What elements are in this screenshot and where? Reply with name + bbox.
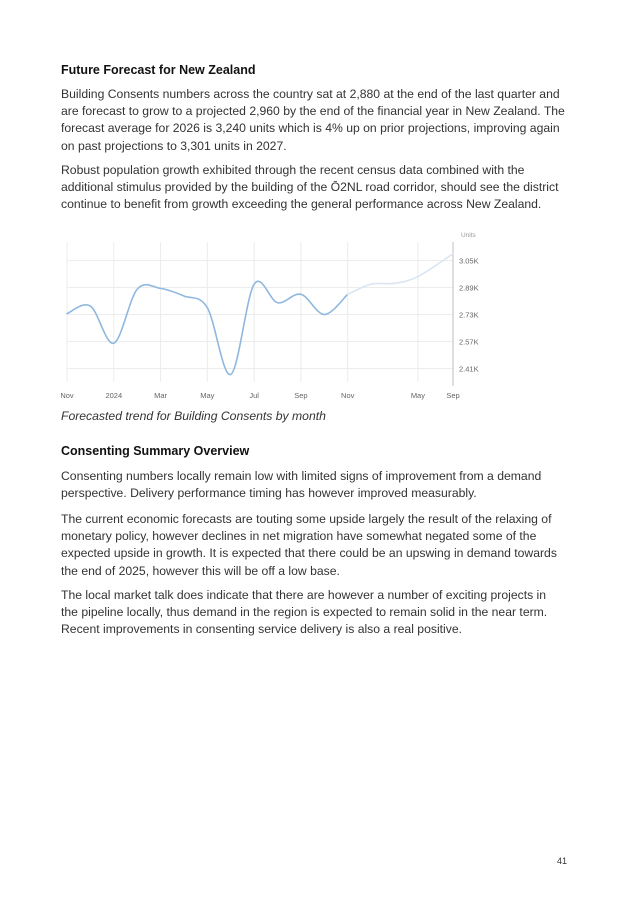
y-tick-label: 3.05K (459, 256, 479, 266)
page-number: 41 (556, 856, 567, 866)
summary-paragraph-2: The current economic forecasts are touting some upside largely the result of the relaxing of monetary policy, however declines in net migration have somewhat negated some of the expected upside in growth. It is expected that there could be an upswing in demand towards the end of 2025, however this will be off a low base. (61, 512, 557, 578)
summary-paragraph-3: The local market talk does indicate that there are however a number of exciting projects in the pipeline locally, thus demand in the region is expected to remain solid in the near term. Recent improvements in consenting service delivery is also a real positive. (61, 588, 548, 637)
section-heading-forecast: Future Forecast for New Zealand (61, 63, 256, 77)
y-tick-label: 2.73K (459, 310, 479, 320)
x-tick-label: Nov (341, 391, 355, 400)
forecast-paragraph-1: Building Consents numbers across the country sat at 2,880 at the end of the last quarter and are forecast to grow to a projected 2,960 by the end of the financial year in New Zealand. The forecast average for 2026 is 3,240 units which is 4% up on prior projections, improving again on past projections to 3,301 units in 2027. (61, 87, 565, 153)
x-tick-label: May (200, 391, 215, 400)
x-tick-label: May (410, 391, 425, 400)
y-axis-title: Units (461, 232, 476, 239)
chart-caption: Forecasted trend for Building Consents by month (61, 409, 326, 423)
forecast-paragraph-2: Robust population growth exhibited through the recent census data combined with the additional stimulus provided by the building of the Ō2NL road corridor, should see the district continue to benefit from growth exceeding the general performance across New Zealand. (61, 163, 559, 212)
y-tick-label: 2.89K (459, 283, 479, 293)
x-tick-label: Nov (60, 391, 74, 400)
y-tick-label: 2.57K (459, 337, 479, 347)
x-tick-label: Jul (249, 391, 259, 400)
x-tick-label: 2024 (105, 391, 123, 400)
building-consents-chart (55, 226, 495, 406)
summary-paragraph-1: Consenting numbers locally remain low with limited signs of improvement from a demand perspective. Delivery performance timing has however improved measurably. (61, 469, 542, 501)
x-tick-label: Mar (154, 391, 168, 400)
x-tick-label: Sep (446, 391, 460, 400)
y-tick-label: 2.41K (459, 364, 479, 374)
x-tick-label: Sep (294, 391, 308, 400)
section-heading-summary: Consenting Summary Overview (61, 444, 250, 458)
forecast-series-line (348, 254, 453, 294)
